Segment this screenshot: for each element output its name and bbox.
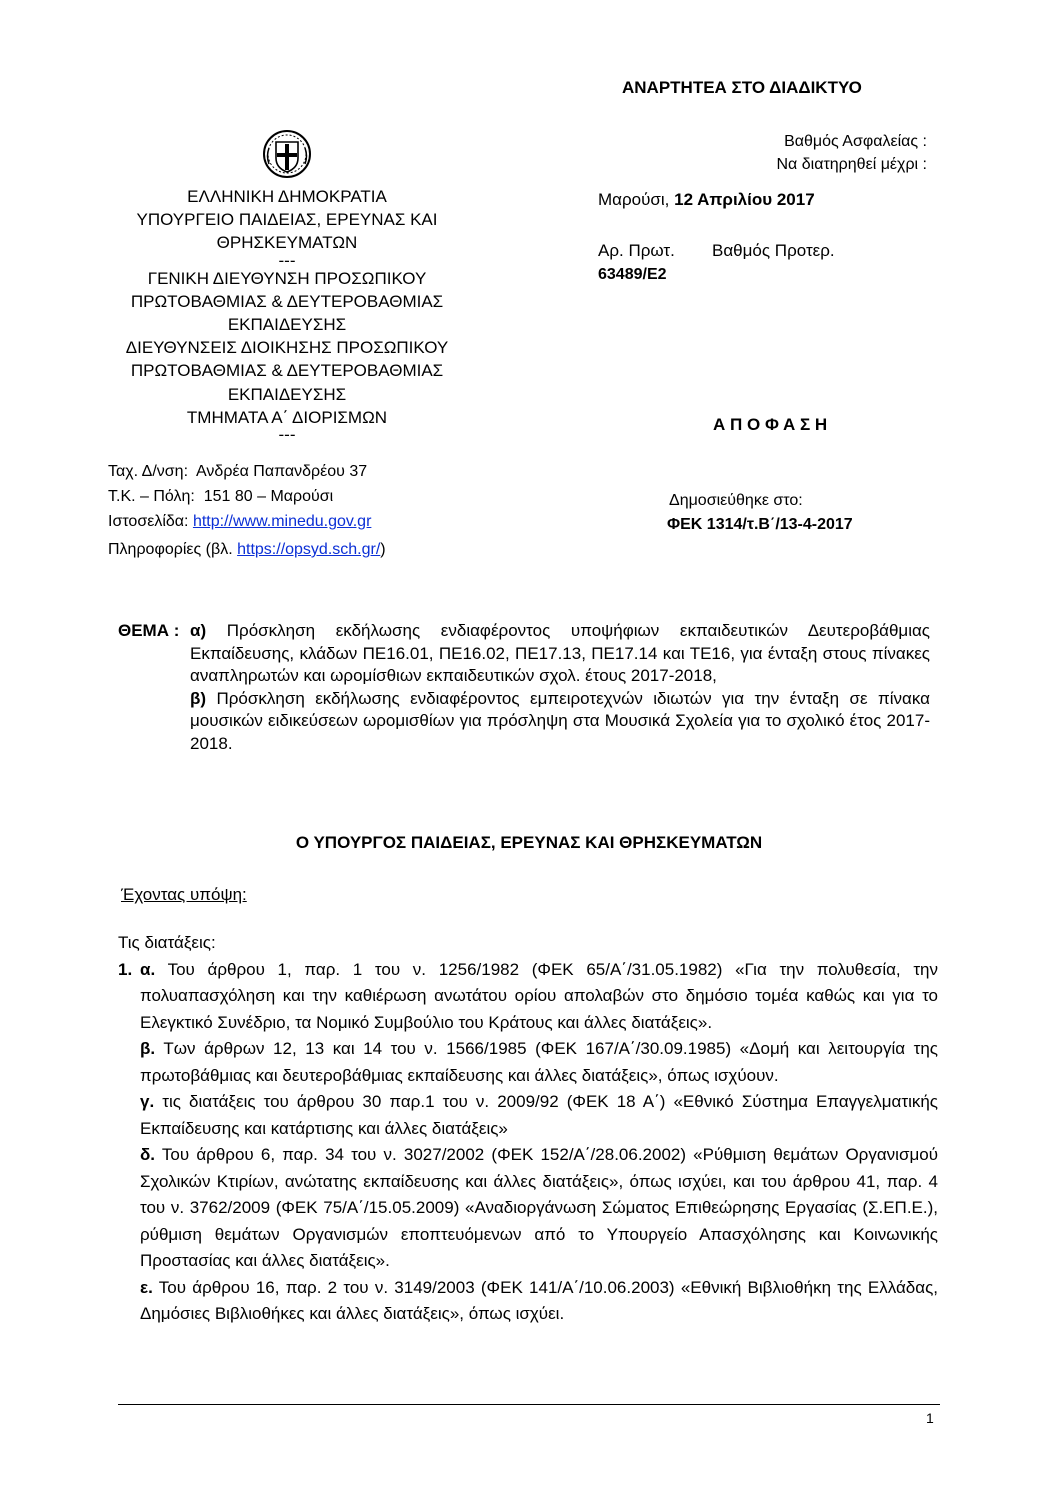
provision-item-1	[118, 957, 938, 1328]
info-line	[108, 539, 386, 561]
subject-b-marker: β)	[190, 688, 207, 708]
entry-marker: δ.	[140, 1145, 156, 1164]
city-label: Τ.Κ. – Πόλη:	[108, 488, 195, 505]
entry-text: Των άρθρων 12, 13 και 14 του ν. 1566/1985 (ΦΕΚ 167/Α΄/30.09.1985) «Δομή και λειτουργία της πρωτοβάθμιας και δευτεροβάθμιας εκπαίδευσης και άλλες διατάξεις», όπως ισχύουν.	[140, 1039, 938, 1085]
subject-part-b	[190, 688, 930, 756]
protocol-label: Αρ. Πρωτ.	[598, 241, 675, 260]
provision-entry	[140, 1275, 938, 1328]
subject-a-marker: α)	[190, 621, 207, 640]
organisation-block	[100, 185, 474, 445]
posting-notice: ΑΝΑΡΤΗΤΕΑ ΣΤΟ ΔΙΑΔΙΚΤΥΟ	[622, 78, 862, 97]
org-line: ΕΛΛΗΝΙΚΗ ΔΗΜΟΚΡΑΤΙΑ	[187, 187, 387, 206]
city-value: 151 80 – Μαρούσι	[203, 488, 334, 505]
provision-entry	[140, 1036, 938, 1089]
org-line: ΘΡΗΣΚΕΥΜΑΤΩΝ	[216, 233, 358, 253]
provision-entry	[140, 1142, 938, 1275]
priority-label: Βαθμός Προτερ.	[712, 241, 835, 260]
org-line: ΠΡΩΤΟΒΑΘΜΙΑΣ & ΔΕΥΤΕΡΟΒΑΘΜΙΑΣ	[130, 291, 444, 311]
provision-entry	[140, 1089, 938, 1142]
entry-text: τις διατάξεις του άρθρου 30 παρ.1 του ν. 2009/92 (ΦΕΚ 18 Α΄) «Εθνικό Σύστημα Επαγγελματικής Εκπαίδευσης και κατάρτισης και άλλες διατάξεις»	[140, 1092, 938, 1138]
org-separator: ---	[278, 250, 296, 270]
page-number: 1	[926, 1410, 934, 1426]
security-level-label: Βαθμός Ασφαλείας :	[784, 133, 927, 150]
published-label: Δημοσιεύθηκε στο:	[669, 492, 803, 509]
footer-divider	[118, 1404, 940, 1405]
website-label: Ιστοσελίδα:	[108, 513, 189, 530]
subject-label: ΘΕΜΑ :	[118, 621, 180, 640]
provision-number: 1.	[118, 959, 133, 979]
org-line: ΤΜΗΜΑΤΑ Α΄ ΔΙΟΡΙΣΜΩΝ	[186, 407, 388, 427]
info-link[interactable]: https://opsyd.sch.gr/	[237, 541, 381, 558]
provision-entry	[140, 957, 938, 1037]
website-link[interactable]: http://www.minedu.gov.gr	[192, 513, 372, 530]
info-close: )	[380, 541, 386, 558]
address-line	[108, 461, 367, 483]
document-date: 12 Απριλίου 2017	[674, 190, 815, 209]
subject-part-a	[190, 620, 930, 688]
entry-marker: β.	[140, 1039, 156, 1058]
published-reference: ΦΕΚ 1314/τ.Β΄/13-4-2017	[667, 516, 853, 533]
entry-marker: α.	[140, 959, 156, 979]
entry-marker: γ.	[140, 1092, 155, 1111]
website-line	[108, 511, 371, 533]
address-value: Ανδρέα Παπανδρέου 37	[196, 463, 368, 480]
provisions-list	[118, 930, 938, 1328]
entry-text: Του άρθρου 16, παρ. 2 του ν. 3149/2003 (ΦΕΚ 141/Α΄/10.06.2003) «Εθνική Βιβλιοθήκη της Ελλάδας, Δημόσιες Βιβλιοθήκες και άλλες διατάξεις», όπως ισχύει.	[140, 1277, 938, 1323]
provisions-intro: Τις διατάξεις:	[118, 933, 216, 952]
entry-marker: ε.	[140, 1277, 153, 1297]
subject-a-text: Πρόσκληση εκδήλωσης ενδιαφέροντος υποψήφιων εκπαιδευτικών Δευτεροβάθμιας Εκπαίδευσης, κλάδων ΠΕ16.01, ΠΕ16.02, ΠΕ17.13, ΠΕ17.14 και ΤΕ16, για ένταξη στους πίνακες αναπληρωτών και ωρομίσθιων εκπαιδευτικών σχολ. έτους 2017-2018,	[190, 621, 930, 685]
decision-title: Α Π Ο Φ Α Σ Η	[713, 415, 828, 434]
org-line: ΥΠΟΥΡΓΕΙΟ ΠΑΙΔΕΙΑΣ, ΕΡΕΥΝΑΣ ΚΑΙ	[136, 210, 438, 230]
address-label: Ταχ. Δ/νση:	[108, 463, 189, 480]
subject-b-text: Πρόσκληση εκδήλωσης ενδιαφέροντος εμπειροτεχνών ιδιωτών για την ένταξη σε πίνακα μουσικών ειδικεύσεων ωρομισθίων για πρόσληψη στα Μουσικά Σχολεία για το σχολικό έτος 2017-2018.	[190, 688, 930, 753]
org-line: ΓΕΝΙΚΗ ΔΙΕΥΘΥΝΣΗ ΠΡΟΣΩΠΙΚΟΥ	[147, 268, 427, 288]
minister-heading: Ο ΥΠΟΥΡΓΟΣ ΠΑΙΔΕΙΑΣ, ΕΡΕΥΝΑΣ ΚΑΙ ΘΡΗΣΚΕΥΜΑΤΩΝ	[295, 833, 763, 852]
org-line: ΠΡΩΤΟΒΑΘΜΙΑΣ & ΔΕΥΤΕΡΟΒΑΘΜΙΑΣ	[130, 361, 444, 381]
entry-text: Του άρθρου 6, παρ. 34 του ν. 3027/2002 (ΦΕΚ 152/Α΄/28.06.2002) «Ρύθμιση θεμάτων Οργανισμού Σχολικών Κτιρίων, ανώτατης εκπαίδευσης και άλλες διατάξεις», όπως ισχύει, και του άρθρου 41, παρ. 4 του ν. 3762/2009 (ΦΕΚ 75/Α΄/15.05.2009) «Αναδιοργάνωση Σώματος Επιθεώρησης Εργασίας (Σ.ΕΠ.Ε.), ρύθμιση θεμάτων Οργανισμών εποπτευόμενων από το Υπουργείο Απασχόλησης και Κοινωνικής Προστασίας και άλλες διατάξεις».	[140, 1145, 939, 1270]
city-line	[108, 486, 333, 508]
date-line	[598, 189, 815, 211]
retain-until-label: Να διατηρηθεί μέχρι :	[776, 156, 927, 173]
org-line: ΔΙΕΥΘΥΝΣΕΙΣ ΔΙΟΙΚΗΣΗΣ ΠΡΟΣΩΠΙΚΟΥ	[125, 338, 449, 358]
subject-body	[190, 620, 930, 755]
info-label: Πληροφορίες (βλ.	[108, 541, 233, 558]
org-separator: ---	[278, 425, 296, 445]
protocol-number: 63489/Ε2	[598, 266, 667, 283]
org-line: ΕΚΠΑΙΔΕΥΣΗΣ	[227, 384, 347, 404]
entry-text: Του άρθρου 1, παρ. 1 του ν. 1256/1982 (ΦΕΚ 65/Α΄/31.05.1982) «Για την πολυθεσία, την πολυαπασχόληση και την καθιέρωση ανωτάτου ορίου απολαβών στο δημόσιο τομέα καθώς και για το Ελεγκτικό Συνέδριο, τα Νομικό Συμβούλιο του Κράτους και άλλες διατάξεις».	[140, 959, 939, 1032]
place: Μαρούσι,	[598, 190, 670, 209]
org-line: ΕΚΠΑΙΔΕΥΣΗΣ	[227, 315, 347, 335]
considering-heading: Έχοντας υπόψη:	[121, 885, 247, 904]
greek-coat-of-arms-icon	[257, 128, 317, 180]
